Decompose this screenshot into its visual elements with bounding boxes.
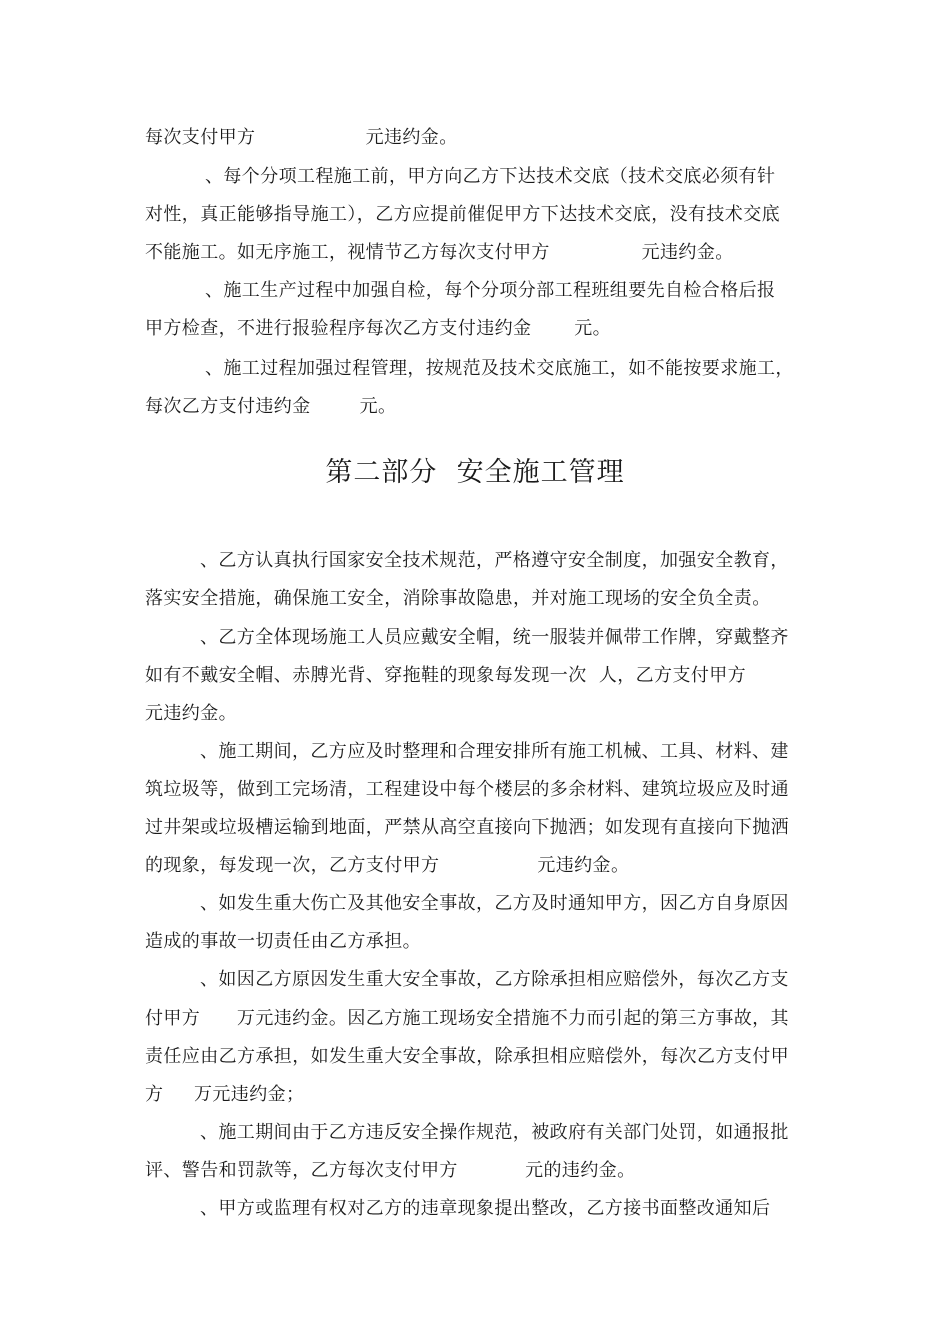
paragraph-line: 、如发生重大伤亡及其他安全事故，乙方及时通知甲方，因乙方自身原因 <box>200 893 789 914</box>
paragraph-line: 的现象，每发现一次，乙方支付甲方 元违约金。 <box>145 855 630 876</box>
paragraph-line: 、甲方或监理有权对乙方的违章现象提出整改，乙方接书面整改通知后 <box>200 1198 771 1219</box>
paragraph-line: 评、警告和罚款等，乙方每次支付甲方 元的违约金。 <box>145 1160 636 1181</box>
paragraph-line: 如有不戴安全帽、赤膊光背、穿拖鞋的现象每发现一次 人，乙方支付甲方 <box>145 665 747 686</box>
paragraph-line: 甲方检查，不进行报验程序每次乙方支付违约金 元。 <box>145 318 612 339</box>
paragraph-line: 造成的事故一切责任由乙方承担。 <box>145 931 421 952</box>
paragraph-line: 、乙方全体现场施工人员应戴安全帽，统一服装并佩带工作牌，穿戴整齐 <box>200 627 789 648</box>
paragraph-line: 每次支付甲方 元违约金。 <box>145 127 458 148</box>
paragraph-line: 过井架或垃圾槽运输到地面，严禁从高空直接向下抛洒；如发现有直接向下抛洒 <box>145 817 789 838</box>
paragraph-line: 筑垃圾等，做到工完场清，工程建设中每个楼层的多余材料、建筑垃圾应及时通 <box>145 779 789 800</box>
paragraph-line: 责任应由乙方承担，如发生重大安全事故，除承担相应赔偿外，每次乙方支付甲 <box>145 1046 789 1067</box>
paragraph-line: 、施工期间由于乙方违反安全操作规范，被政府有关部门处罚，如通报批 <box>200 1122 789 1143</box>
paragraph-line: 付甲方 万元违约金。因乙方施工现场安全措施不力而引起的第三方事故，其 <box>145 1008 789 1029</box>
paragraph-line: 、施工过程加强过程管理，按规范及技术交底施工，如不能按要求施工， <box>205 358 794 379</box>
paragraph-line: 不能施工。如无序施工，视情节乙方每次支付甲方 元违约金。 <box>145 242 734 263</box>
paragraph-line: 元违约金。 <box>145 703 237 724</box>
paragraph-line: 对性，真正能够指导施工），乙方应提前催促甲方下达技术交底，没有技术交底 <box>145 204 780 225</box>
paragraph-line: 每次乙方支付违约金 元。 <box>145 396 397 417</box>
section-title: 第二部分 安全施工管理 <box>325 457 625 488</box>
paragraph-line: 、施工期间，乙方应及时整理和合理安排所有施工机械、工具、材料、建 <box>200 741 789 762</box>
paragraph-line: 、每个分项工程施工前，甲方向乙方下达技术交底（技术交底必须有针 <box>205 166 776 187</box>
paragraph-line: 、施工生产过程中加强自检，每个分项分部工程班组要先自检合格后报 <box>205 280 776 301</box>
paragraph-line: 、如因乙方原因发生重大安全事故，乙方除承担相应赔偿外，每次乙方支 <box>200 969 789 990</box>
paragraph-line: 方 万元违约金； <box>145 1084 305 1105</box>
paragraph-line: 、乙方认真执行国家安全技术规范，严格遵守安全制度，加强安全教育， <box>200 550 789 571</box>
paragraph-line: 落实安全措施，确保施工安全，消除事故隐患，并对施工现场的安全负全责。 <box>145 588 771 609</box>
